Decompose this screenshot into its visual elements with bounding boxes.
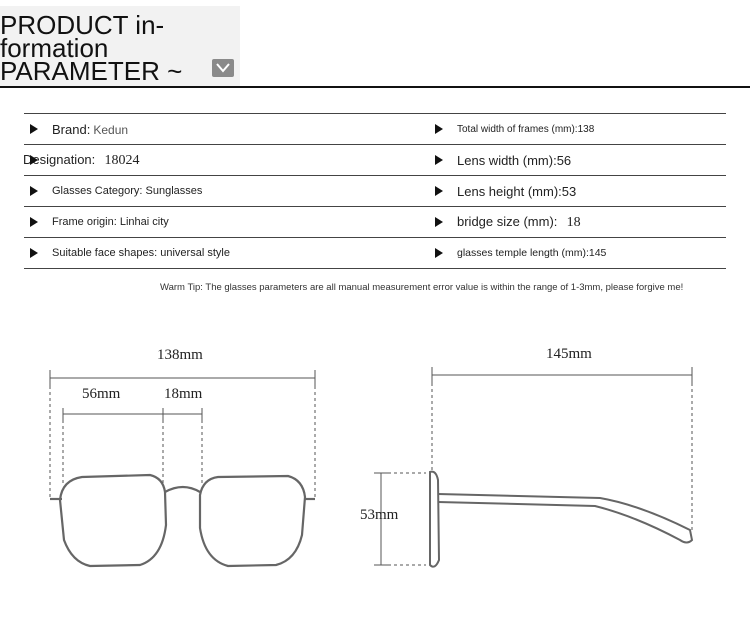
param-text: Total width of frames (mm):138 [457, 124, 595, 135]
param-text: Lens width (mm):56 [457, 152, 572, 168]
lens-width-label: 56mm [82, 386, 121, 402]
param-label: Brand: [52, 121, 91, 137]
param-label: Frame origin: [52, 216, 117, 228]
lens-height-label: 53mm [360, 507, 399, 523]
bridge-label: 18mm [164, 386, 203, 402]
param-label: Glasses Category: [52, 185, 143, 197]
side-view-glasses [430, 472, 692, 567]
temple-arm [438, 494, 692, 543]
total-width-label: 138mm [157, 347, 203, 363]
param-label: bridge size (mm): [457, 213, 558, 229]
param-value: 18024 [104, 152, 140, 168]
title-line-1: PRODUCT in- [0, 10, 165, 40]
param-value: Linhai city [119, 216, 169, 228]
param-value: Sunglasses [145, 185, 203, 197]
param-label: Designation: [23, 151, 96, 167]
warm-tip: Warm Tip: The glasses parameters are all manual measurement error value is within the range of 1-3mm, please forgive me! [160, 282, 684, 293]
param-text: Lens height (mm):53 [457, 183, 577, 199]
right-lens [200, 476, 305, 566]
temple-length-label: 145mm [546, 346, 592, 362]
left-lens [60, 475, 166, 566]
param-label: Suitable face shapes: [52, 247, 158, 259]
param-value: Kedun [93, 122, 129, 137]
param-text: glasses temple length (mm):145 [457, 247, 607, 259]
param-value: 18 [566, 214, 581, 230]
param-value: universal style [160, 247, 230, 259]
title-line-2: formation [0, 33, 109, 63]
front-view-glasses [50, 475, 315, 566]
bridge [165, 487, 200, 492]
lens-profile [430, 472, 439, 567]
title-line-3: PARAMETER ~ [0, 56, 183, 86]
